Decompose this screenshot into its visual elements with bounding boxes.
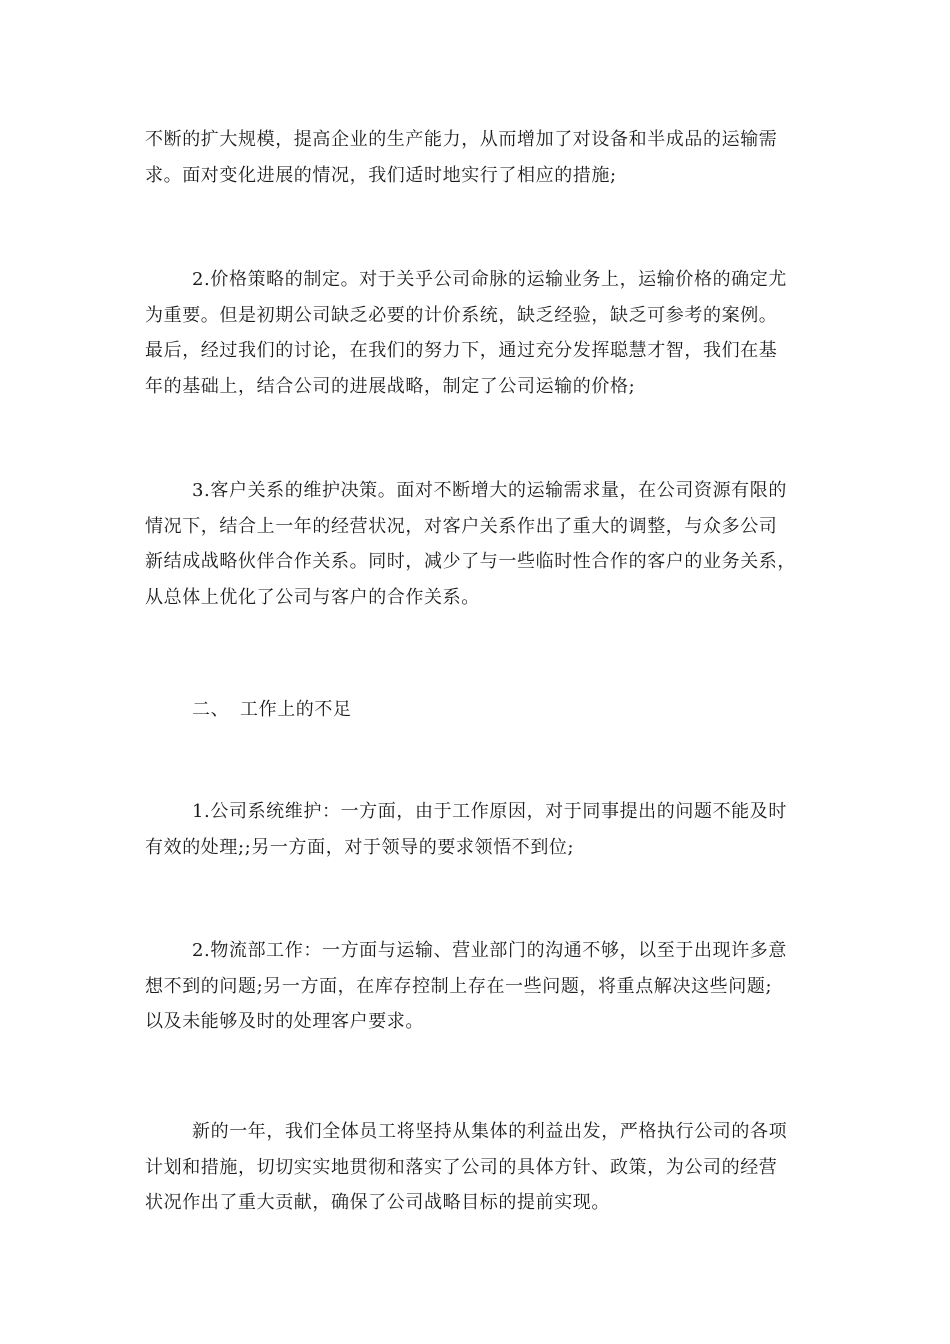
paragraph-customer-relations xyxy=(145,473,810,615)
section-number: 二、 xyxy=(192,699,230,720)
text-line: 有效的处理;;另一方面，对于领导的要求领悟不到位; xyxy=(145,836,575,858)
text-line: 新的一年，我们全体员工将坚持从集体的利益出发，严格执行公司的各项 xyxy=(192,1121,788,1142)
text-line: 不断的扩大规模，提高企业的生产能力，从而增加了对设备和半成品的运输需 xyxy=(145,129,778,150)
text-line: 2.价格策略的制定。对于关乎公司命脉的运输业务上，运输价格的确定尤 xyxy=(192,269,787,290)
section-heading xyxy=(145,692,810,728)
section-title: 工作上的不足 xyxy=(240,699,352,720)
paragraph-scale-expansion xyxy=(145,122,810,193)
text-line: 2.物流部工作：一方面与运输、营业部门的沟通不够，以至于出现许多意 xyxy=(192,940,787,961)
paragraph-logistics-work xyxy=(145,933,810,1040)
text-line: 求。面对变化进展的情况，我们适时地实行了相应的措施; xyxy=(145,164,617,186)
paragraph-system-maintenance xyxy=(145,794,810,865)
paragraph-pricing-strategy xyxy=(145,262,810,404)
text-line: 计划和措施，切切实实地贯彻和落实了公司的具体方针、政策，为公司的经营 xyxy=(145,1156,778,1178)
text-line: 新结成战略伙伴合作关系。同时，减少了与一些临时性合作的客户的业务关系， xyxy=(145,551,796,572)
text-line: 最后，经过我们的讨论，在我们的努力下，通过充分发挥聪慧才智，我们在基 xyxy=(145,340,778,361)
text-line: 年的基础上，结合公司的进展战略，制定了公司运输的价格; xyxy=(145,375,636,397)
text-line: 为重要。但是初期公司缺乏必要的计价系统，缺乏经验，缺乏可参考的案例。 xyxy=(145,304,778,326)
text-line: 以及未能够及时的处理客户要求。 xyxy=(145,1011,424,1032)
text-line: 3.客户关系的维护决策。面对不断增大的运输需求量，在公司资源有限的 xyxy=(192,480,787,501)
text-line: 1.公司系统维护：一方面，由于工作原因，对于同事提出的问题不能及时 xyxy=(192,801,787,822)
text-line: 情况下，结合上一年的经营状况，对客户关系作出了重大的调整，与众多公司 xyxy=(145,515,778,537)
text-line: 状况作出了重大贡献，确保了公司战略目标的提前实现。 xyxy=(145,1192,610,1213)
text-line: 从总体上优化了公司与客户的合作关系。 xyxy=(145,586,480,608)
text-line: 想不到的问题;另一方面，在库存控制上存在一些问题，将重点解决这些问题; xyxy=(145,975,773,997)
paragraph-new-year xyxy=(145,1114,810,1221)
